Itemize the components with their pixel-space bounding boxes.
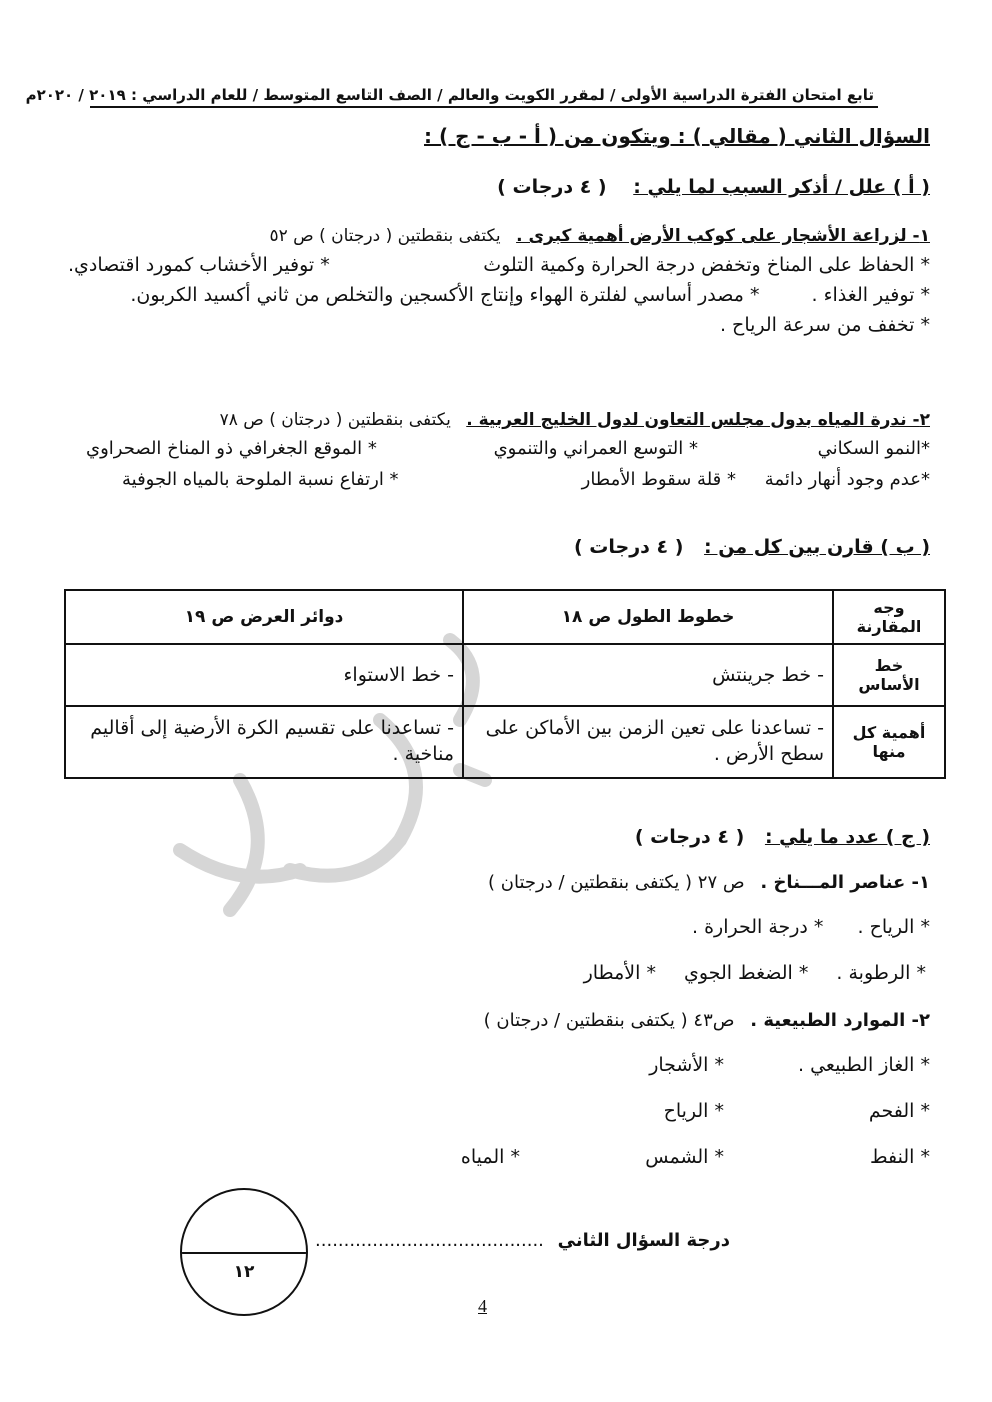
table-row — [65, 706, 945, 778]
header-rule — [90, 106, 878, 108]
answer-line: * ارتفاع نسبة الملوحة بالمياه الجوفية — [122, 469, 399, 490]
section-c-item2-line — [484, 1010, 930, 1031]
section-a-heading — [497, 176, 930, 198]
answer-item: * الأشجار — [649, 1054, 724, 1076]
section-c-heading — [635, 826, 930, 848]
answer-line: * الموقع الجغرافي ذو المناخ الصحراوي — [86, 438, 377, 459]
answer-item: * الرياح . — [857, 916, 930, 938]
page-number: 4 — [478, 1296, 487, 1316]
section-a-item2-prompt: ٢- ندرة المياه بدول مجلس التعاون لدول الخليج العربية . — [466, 410, 930, 430]
section-c-item1-note: ص ٢٧ ( يكتفى بنقطتين / درجتان ) — [488, 872, 745, 893]
section-c-item1-line — [488, 872, 930, 893]
section-c-marks: ( ٤ درجات ) — [634, 826, 745, 848]
answer-item: * الضغط الجوي — [684, 962, 809, 984]
table-cell: - تساعدنا على تعين الزمن بين الأماكن على سطح الأرض . — [463, 706, 833, 778]
answer-item: * الرياح — [663, 1100, 724, 1122]
table-row — [65, 590, 945, 644]
section-c-item1-prompt: ١- عناصر المـــناخ . — [760, 872, 930, 893]
section-a-title: ( أ ) علل / أذكر السبب لما يلي : — [633, 176, 930, 198]
answer-item: * الأمطار — [583, 962, 656, 984]
table-row — [65, 644, 945, 706]
answer-line: * تخفف من سرعة الرياح . — [719, 314, 930, 336]
table-row-label: خط الأساس — [833, 644, 945, 706]
answer-item: * الرطوبة . — [836, 962, 926, 984]
grade-circle-divider — [182, 1252, 306, 1254]
section-c-item2-prompt: ٢- الموارد الطبيعية . — [750, 1010, 930, 1031]
grade-line — [315, 1230, 730, 1251]
answer-item: * درجة الحرارة . — [691, 916, 824, 938]
answer-line — [584, 962, 926, 984]
table-header-criterion: وجه المقارنة — [833, 590, 945, 644]
answer-item: * المياه — [460, 1146, 520, 1168]
grade-label: درجة السؤال الثاني — [557, 1230, 730, 1251]
table-row-label: أهمية كل منها — [833, 706, 945, 778]
table-header-latitude: دوائر العرض ص ١٩ — [65, 590, 463, 644]
section-a-marks: ( ٤ درجات ) — [497, 176, 607, 198]
answer-line: * توفير الأخشاب كمورد اقتصادي. — [68, 254, 330, 276]
section-a-item2-note: يكتفى بنقطتين ( درجتان ) ص ٧٨ — [219, 410, 451, 430]
answer-item: * الشمس — [645, 1146, 724, 1168]
answer-line-part: * توفير الغذاء . — [811, 284, 930, 306]
section-a-item1-prompt: ١- لزراعة الأشجار على كوكب الأرض أهمية كبرى . — [516, 226, 930, 246]
section-a-item1-line — [269, 226, 930, 246]
section-a-item1-note: يكتفى بنقطتين ( درجتان ) ص ٥٢ — [269, 226, 501, 246]
section-c-title: ( ج ) عدد ما يلي : — [764, 826, 930, 848]
answer-line: * الحفاظ على المناخ وتخفض درجة الحرارة وكمية التلوث — [483, 254, 930, 276]
grade-total: ١٢ — [233, 1262, 255, 1282]
section-c-item2-note: ص٤٣ ( يكتفى بنقطتين / درجتان ) — [483, 1010, 735, 1031]
answer-item: * النفط — [870, 1146, 930, 1168]
table-header-longitude: خطوط الطول ص ١٨ — [463, 590, 833, 644]
exam-header: تابع امتحان الفترة الدراسية الأولى / لمقرر الكويت والعالم / الصف التاسع المتوسط / للعام الدراسي : ٢٠١٩ / ٢٠٢٠م — [25, 86, 874, 104]
table-cell: - خط الاستواء — [65, 644, 463, 706]
comparison-table — [64, 589, 946, 779]
answer-line: * قلة سقوط الأمطار — [581, 469, 736, 490]
grade-circle — [180, 1188, 308, 1316]
section-a-item2-line — [220, 410, 930, 430]
answer-item: * الغاز الطبيعي . — [798, 1054, 930, 1076]
table-cell: - خط جرينتش — [463, 644, 833, 706]
grade-dots: ........................................ — [315, 1230, 544, 1251]
question-2-title: السؤال الثاني ( مقالي ) : ويتكون من ( أ - ب - ج ) : — [424, 124, 930, 148]
answer-line — [130, 284, 930, 306]
section-b-heading — [574, 536, 930, 558]
table-cell: - تساعدنا على تقسيم الكرة الأرضية إلى أقاليم مناخية . — [65, 706, 463, 778]
answer-line: *النمو السكاني — [817, 438, 930, 459]
answer-line-part: * مصدر أساسي لفلترة الهواء وإنتاج الأكسجين والتخلص من ثاني أكسيد الكربون. — [130, 284, 760, 306]
section-b-marks: ( ٤ درجات ) — [573, 536, 684, 558]
answer-line — [692, 916, 930, 938]
answer-line: * التوسع العمراني والتنموي — [493, 438, 698, 459]
section-b-title: ( ب ) قارن بين كل من : — [704, 536, 930, 558]
answer-item: * الفحم — [868, 1100, 930, 1122]
answer-line: *عدم وجود أنهار دائمة — [764, 469, 930, 490]
